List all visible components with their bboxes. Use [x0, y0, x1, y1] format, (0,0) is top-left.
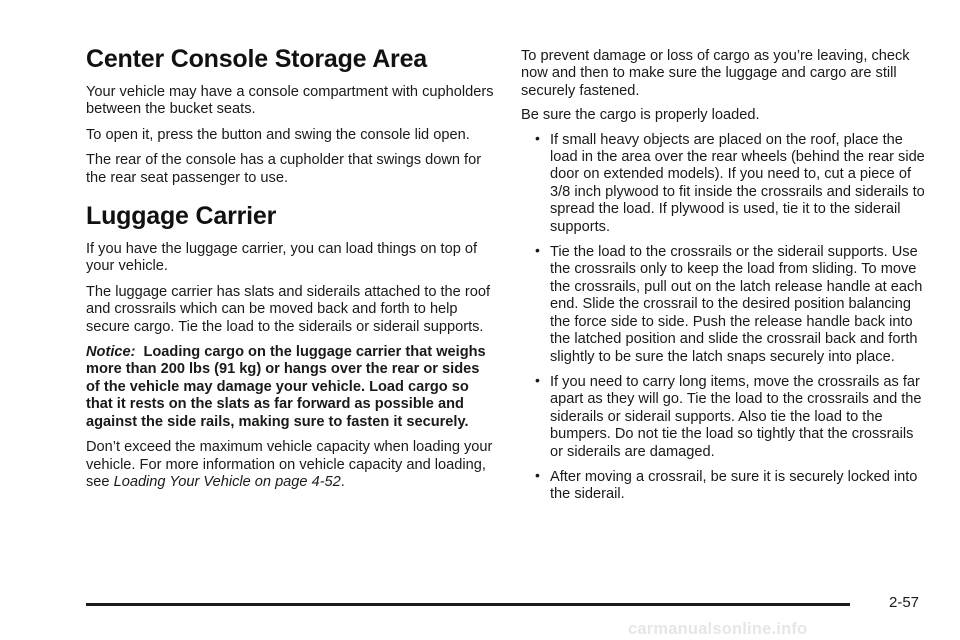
paragraph	[86, 439, 496, 491]
list-item	[521, 129, 926, 236]
footer-divider	[86, 603, 850, 606]
list-item-text: If small heavy objects are placed on the roof, place the load in the area over the rear wheels (behind the rear side door on extended models). If you need to, cut a piece of 3/8 inch plywood to fit inside the crossrails and siderails to spread the load. If plywood is used, tie it to the siderail supports.	[550, 131, 925, 235]
list-item-text: If you need to carry long items, move the crossrails as far apart as they will go. Tie the load to the crossrails and the siderails or siderail supports. Also tie the load to the bumpers. Do not tie the load so tightly that the crossrails or siderails are damaged.	[550, 373, 922, 460]
list-item-text: Tie the load to the crossrails or the siderail supports. Use the crossrails only to keep the load from sliding. To move the crossrails, pull out on the latch release handle at each end. Slide the crossrail to the desired position balancing the force side to side. Push the release handle back into the latched position and slide the crossrail back and forth slightly to be sure the latch snaps securely into place.	[550, 244, 923, 365]
bullet-icon: •	[535, 466, 540, 483]
paragraph-end: .	[340, 473, 345, 490]
right-column	[521, 48, 926, 512]
list-item	[521, 371, 926, 461]
cross-reference-link[interactable]: Loading Your Vehicle on page 4-52	[113, 473, 341, 490]
paragraph-text: Don’t exceed the maximum vehicle capacity when loading your vehicle. For more information on vehicle capacity and loading, see	[86, 439, 493, 490]
notice-label: Notice:	[86, 344, 136, 361]
watermark: carmanualsonline.info	[628, 620, 808, 638]
notice-text: Loading cargo on the luggage carrier that weighs more than 200 lbs (91 kg) or hangs over the rear or sides of the vehicle may damage your vehicle. Load cargo so that it rests on the slats as far forward as possible and against the side rails, making sure to fasten it securely.	[86, 344, 486, 430]
notice-block	[86, 344, 496, 431]
bullet-icon: •	[535, 371, 540, 388]
paragraph: If you have the luggage carrier, you can load things on top of your vehicle.	[86, 241, 478, 275]
list-item	[521, 466, 926, 504]
list-item	[521, 244, 926, 366]
page-number: 2-57	[889, 594, 920, 611]
paragraph: To open it, press the button and swing the console lid open.	[86, 126, 470, 143]
list-item-text: After moving a crossrail, be sure it is securely locked into the siderail.	[550, 468, 918, 503]
bullet-icon: •	[535, 129, 540, 146]
paragraph: To prevent damage or loss of cargo as you’re leaving, check now and then to make sure the luggage and cargo are still securely fastened.	[521, 48, 910, 99]
left-column	[86, 44, 496, 499]
paragraph: The luggage carrier has slats and siderails attached to the roof and crossrails which can be moved back and forth to help secure cargo. Tie the load to the siderails or siderail supports.	[86, 283, 490, 335]
section-heading-console: Center Console Storage Area	[86, 45, 427, 73]
paragraph: Be sure the cargo is properly loaded.	[521, 107, 760, 124]
paragraph: Your vehicle may have a console compartment with cupholders between the bucket seats.	[86, 84, 494, 118]
bullet-list	[521, 129, 926, 504]
bullet-icon: •	[535, 242, 540, 259]
paragraph: The rear of the console has a cupholder that swings down for the rear seat passenger to use.	[86, 152, 482, 186]
section-heading-luggage: Luggage Carrier	[86, 202, 277, 231]
